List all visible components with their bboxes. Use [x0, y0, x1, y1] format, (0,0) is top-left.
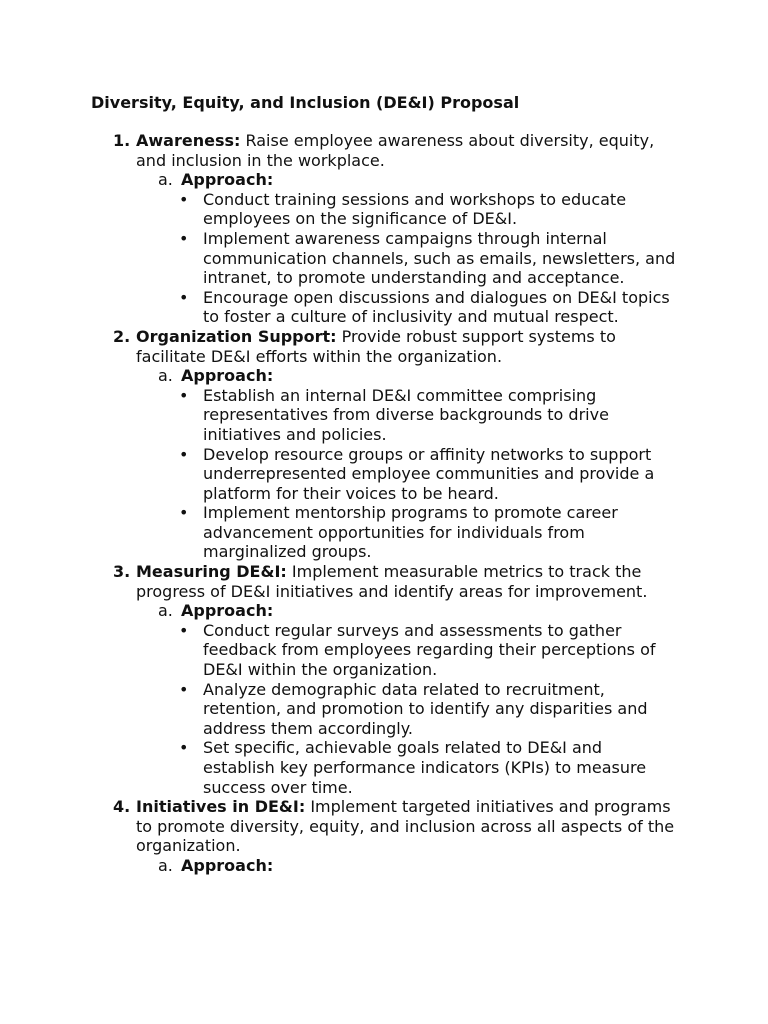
bullet-icon: •	[179, 738, 189, 758]
section-name: Measuring DE&I:	[136, 562, 287, 582]
approach-label: Approach:	[181, 601, 274, 621]
approach-label: Approach:	[181, 366, 274, 386]
section-description: Implement measurable metrics to track the progress of DE&I initiatives and identify areas for improvement.	[136, 562, 648, 601]
section-number: 4.	[113, 797, 131, 817]
section-description: Provide robust support systems to facilitate DE&I efforts within the organization.	[136, 326, 616, 366]
section-heading	[136, 562, 676, 601]
section-description: Implement targeted initiatives and programs to promote diversity, equity, and inclusion across all aspects of the organization.	[136, 797, 675, 856]
bullet-icon: •	[179, 385, 189, 405]
approach-marker: a.	[158, 170, 173, 190]
section-awareness	[0, 131, 676, 327]
approach-marker: a.	[158, 601, 173, 621]
bullet-text: Set specific, achievable goals related to DE&I and establish key performance indicators (KPIs) to measure success over time.	[203, 738, 647, 797]
approach-marker: a.	[158, 366, 173, 386]
section-measuring-dei	[0, 562, 676, 797]
approach-marker: a.	[158, 855, 173, 875]
section-description: Raise employee awareness about diversity, equity, and inclusion in the workplace.	[136, 131, 655, 170]
bullet-icon: •	[179, 620, 189, 640]
approach-bullet-list	[136, 386, 676, 562]
section-number: 1.	[113, 131, 131, 150]
bullet-icon: •	[179, 189, 189, 209]
proposal-section-list	[0, 131, 768, 876]
bullet-item	[136, 621, 676, 680]
approach-subheading	[136, 856, 676, 876]
section-number: 3.	[113, 562, 131, 582]
bullet-text: Implement mentorship programs to promote career advancement opportunities for individuals from marginalized groups.	[203, 503, 618, 562]
bullet-icon: •	[179, 287, 189, 307]
approach-label: Approach:	[181, 855, 274, 875]
section-organization-support	[0, 327, 676, 562]
approach-bullet-list	[136, 621, 676, 797]
bullet-item	[136, 288, 676, 327]
bullet-item	[136, 503, 676, 562]
section-initiatives-in-dei	[0, 797, 676, 875]
section-name: Awareness:	[136, 131, 241, 150]
section-name: Initiatives in DE&I:	[136, 797, 306, 817]
bullet-text: Establish an internal DE&I committee comprising representatives from diverse backgrounds to drive initiatives and policies.	[203, 385, 609, 444]
approach-subheading	[136, 366, 676, 386]
bullet-item	[136, 229, 676, 288]
approach-label: Approach:	[181, 170, 274, 190]
bullet-item	[136, 190, 676, 229]
section-heading	[136, 131, 676, 170]
section-number: 2.	[113, 326, 131, 346]
bullet-icon: •	[179, 444, 189, 464]
bullet-icon: •	[179, 228, 189, 248]
section-heading	[136, 327, 676, 366]
bullet-text: Encourage open discussions and dialogues on DE&I topics to foster a culture of inclusivity and mutual respect.	[203, 287, 670, 327]
bullet-item	[136, 738, 676, 797]
bullet-item	[136, 386, 676, 445]
bullet-text: Conduct training sessions and workshops to educate employees on the significance of DE&I.	[203, 189, 627, 229]
approach-subheading	[136, 601, 676, 621]
approach-subheading	[136, 170, 676, 190]
bullet-item	[136, 445, 676, 504]
bullet-text: Develop resource groups or affinity networks to support underrepresented employee communities and provide a platform for their voices to be heard.	[203, 444, 655, 503]
bullet-icon: •	[179, 679, 189, 699]
section-name: Organization Support:	[136, 326, 337, 346]
bullet-text: Implement awareness campaigns through internal communication channels, such as emails, newsletters, and intranet, to promote understanding and acceptance.	[203, 228, 676, 288]
document-title: Diversity, Equity, and Inclusion (DE&I) Proposal	[91, 93, 520, 112]
approach-bullet-list	[136, 190, 676, 327]
section-heading	[136, 797, 676, 856]
bullet-text: Conduct regular surveys and assessments to gather feedback from employees regarding their perceptions of DE&I within the organization.	[203, 620, 656, 680]
bullet-item	[136, 680, 676, 739]
bullet-icon: •	[179, 503, 189, 523]
bullet-text: Analyze demographic data related to recruitment, retention, and promotion to identify any disparities and address them accordingly.	[203, 679, 648, 738]
